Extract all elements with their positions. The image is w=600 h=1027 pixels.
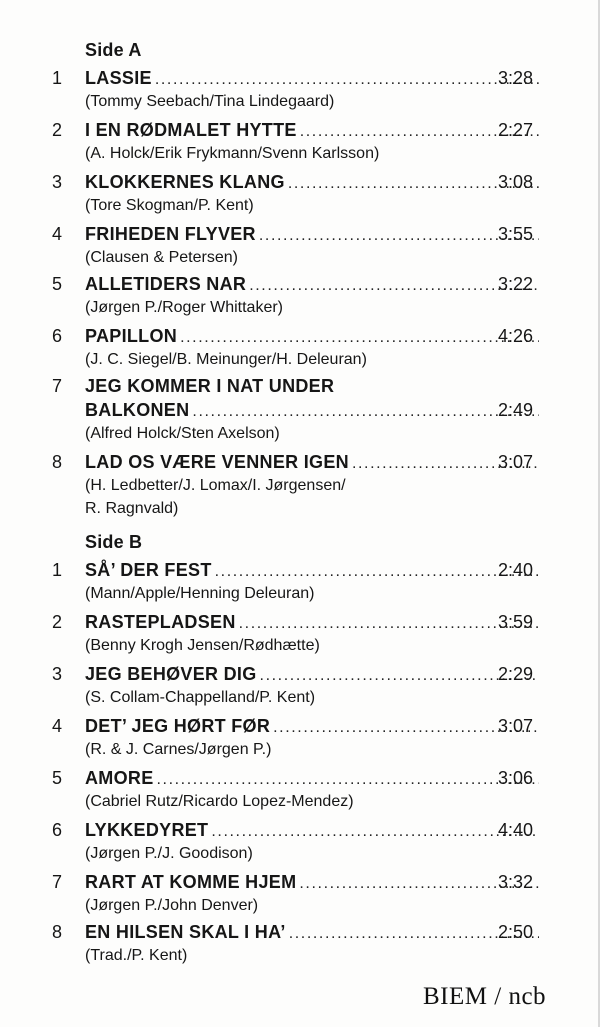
side-a-heading: Side A xyxy=(85,40,142,60)
track-title: SÅ’ DER FEST xyxy=(85,560,212,580)
track-number: 7 xyxy=(52,376,63,396)
track-credits: (Jørgen P./John Denver) xyxy=(85,897,259,914)
track-title: LASSIE xyxy=(85,68,152,88)
track-title-line xyxy=(85,118,545,142)
track-title-line xyxy=(85,610,545,634)
track-credits: (J. C. Siegel/B. Meinunger/H. Deleuran) xyxy=(85,351,367,368)
track-title-line xyxy=(85,222,545,246)
side-b-heading: Side B xyxy=(85,532,143,552)
track-duration: 2:50 xyxy=(498,922,534,942)
track-duration: 3:59 xyxy=(498,612,534,632)
track-title-line xyxy=(85,66,545,90)
track-title-line xyxy=(85,662,545,686)
track-number: 7 xyxy=(52,872,63,892)
track-title-line xyxy=(85,766,545,790)
track-title-line xyxy=(85,170,545,194)
track-title: KLOKKERNES KLANG xyxy=(85,172,285,192)
track-title-line xyxy=(85,714,545,738)
track-number: 3 xyxy=(52,172,63,192)
track-duration: 3:08 xyxy=(498,172,534,192)
track-title: LAD OS VÆRE VENNER IGEN xyxy=(85,452,349,472)
track-title-line xyxy=(85,870,545,894)
track-number: 3 xyxy=(52,664,63,684)
track-duration: 3:28 xyxy=(498,68,534,88)
track-title: BALKONEN xyxy=(85,400,190,420)
track-credits: (Mann/Apple/Henning Deleuran) xyxy=(85,585,315,602)
track-duration: 3:32 xyxy=(498,872,534,892)
track-number: 5 xyxy=(52,274,63,294)
track-title: I EN RØDMALET HYTTE xyxy=(85,120,297,140)
track-title-line xyxy=(85,398,545,422)
track-credits: (Trad./P. Kent) xyxy=(85,947,188,964)
dot-leader xyxy=(180,326,539,350)
track-credits: (Cabriel Rutz/Ricardo Lopez-Mendez) xyxy=(85,793,354,810)
track-credits: (A. Holck/Erik Frykmann/Svenn Karlsson) xyxy=(85,145,380,162)
track-number: 4 xyxy=(52,224,63,244)
track-duration: 3:07 xyxy=(498,716,534,736)
track-title: LYKKEDYRET xyxy=(85,820,209,840)
track-credits: (R. & J. Carnes/Jørgen P.) xyxy=(85,741,272,758)
track-duration: 3:22 xyxy=(498,274,534,294)
track-number: 8 xyxy=(52,922,63,942)
track-duration: 3:06 xyxy=(498,768,534,788)
track-number: 2 xyxy=(52,120,63,140)
dot-leader xyxy=(155,68,539,92)
track-duration: 3:55 xyxy=(498,224,534,244)
track-credits: (Clausen & Petersen) xyxy=(85,249,238,266)
track-title: AMORE xyxy=(85,768,154,788)
track-credits: (Tommy Seebach/Tina Lindegaard) xyxy=(85,93,335,110)
track-credits: (Benny Krogh Jensen/Rødhætte) xyxy=(85,637,320,654)
dot-leader xyxy=(239,612,539,636)
track-title-line-1: JEG KOMMER I NAT UNDER xyxy=(85,376,335,396)
track-title: JEG BEHØVER DIG xyxy=(85,664,257,684)
track-title: RART AT KOMME HJEM xyxy=(85,872,297,892)
dot-leader xyxy=(215,560,539,584)
track-credits: (H. Ledbetter/J. Lomax/I. Jørgensen/ xyxy=(85,477,346,494)
track-title: EN HILSEN SKAL I HA’ xyxy=(85,922,286,942)
track-title: FRIHEDEN FLYVER xyxy=(85,224,256,244)
dot-leader xyxy=(192,400,539,424)
dot-leader xyxy=(249,274,539,298)
track-title-line xyxy=(85,324,545,348)
track-title: ALLETIDERS NAR xyxy=(85,274,247,294)
track-credits: (Tore Skogman/P. Kent) xyxy=(85,197,254,214)
dot-leader xyxy=(157,768,540,792)
track-number: 5 xyxy=(52,768,63,788)
track-number: 4 xyxy=(52,716,63,736)
track-title-line xyxy=(85,272,545,296)
track-credits: (Alfred Holck/Sten Axelson) xyxy=(85,425,280,442)
dot-leader xyxy=(211,820,539,844)
track-title-line xyxy=(85,818,545,842)
track-number: 1 xyxy=(52,560,63,580)
track-title: RASTEPLADSEN xyxy=(85,612,236,632)
track-duration: 2:29 xyxy=(498,664,534,684)
track-duration: 2:40 xyxy=(498,560,534,580)
dot-leader xyxy=(259,224,539,248)
track-title: PAPILLON xyxy=(85,326,178,346)
track-duration: 4:40 xyxy=(498,820,534,840)
track-duration: 4:26 xyxy=(498,326,534,346)
track-credits: R. Ragnvald) xyxy=(85,500,179,517)
track-credits: (Jørgen P./Roger Whittaker) xyxy=(85,299,283,316)
track-number: 1 xyxy=(52,68,63,88)
track-title-line xyxy=(85,374,545,398)
track-title-line xyxy=(85,558,545,582)
track-duration: 3:07 xyxy=(498,452,534,472)
track-credits: (S. Collam-Chappelland/P. Kent) xyxy=(85,689,316,706)
track-number: 6 xyxy=(52,326,63,346)
track-title-line xyxy=(85,450,545,474)
track-title: DET’ JEG HØRT FØR xyxy=(85,716,271,736)
track-duration: 2:49 xyxy=(498,400,534,420)
track-number: 8 xyxy=(52,452,63,472)
track-title-line xyxy=(85,920,545,944)
biem-ncb-rights-mark: BIEM / ncb xyxy=(423,983,547,1010)
track-number: 6 xyxy=(52,820,63,840)
track-credits: (Jørgen P./J. Goodison) xyxy=(85,845,253,862)
track-duration: 2:27 xyxy=(498,120,534,140)
track-number: 2 xyxy=(52,612,63,632)
